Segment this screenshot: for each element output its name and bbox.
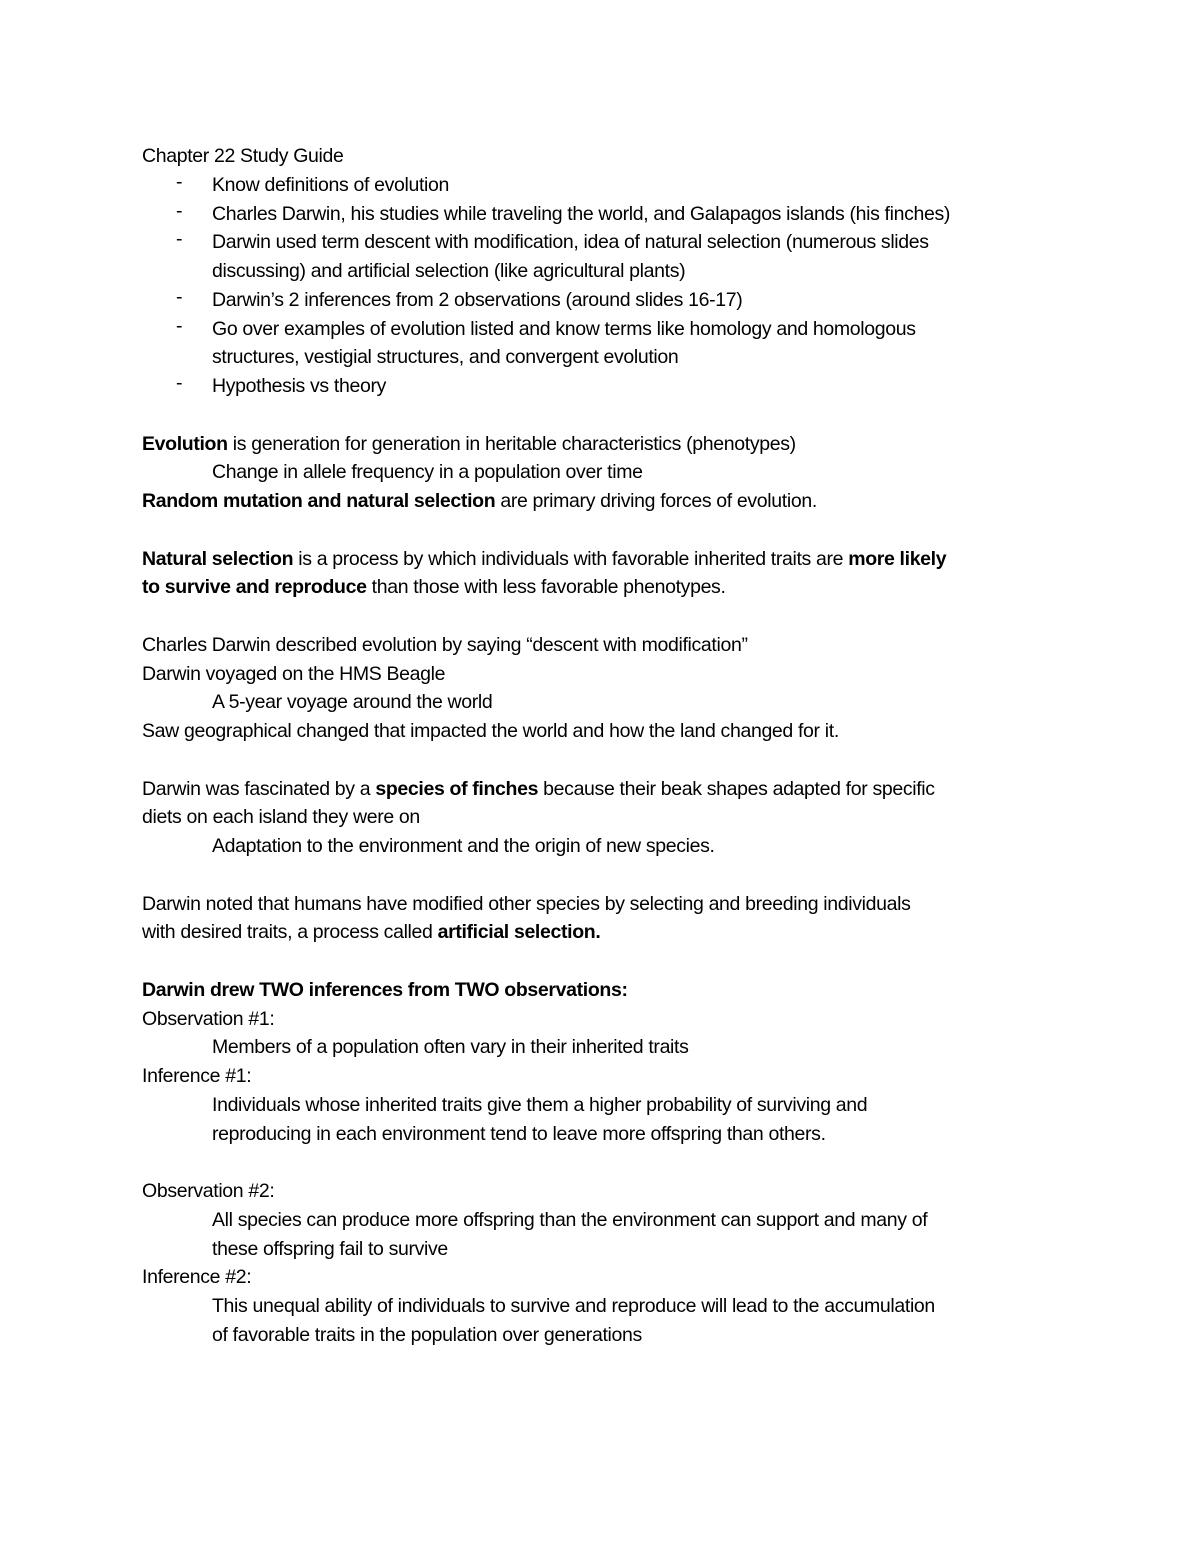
spacer (142, 401, 1077, 430)
inferences-heading: Darwin drew TWO inferences from TWO observations: (142, 978, 628, 1001)
bullet-text-continued: discussing) and artificial selection (like agricultural plants) (212, 260, 686, 282)
observation-1-label: Observation #1: (142, 1007, 275, 1030)
inference-1-label: Inference #1: (142, 1065, 252, 1087)
observation-2-text: these offspring fail to survive (212, 1237, 448, 1260)
darwin-sub-line: A 5-year voyage around the world (212, 691, 493, 714)
bullet-item (142, 171, 1077, 200)
spacer (142, 516, 1077, 545)
bullet-text-continued: structures, vestigial structures, and convergent evolution (212, 346, 679, 369)
emphasis-survive-reproduce: to survive and reproduce (142, 576, 367, 599)
bullet-text: Darwin’s 2 inferences from 2 observations (around slides 16-17) (212, 288, 743, 311)
spacer (142, 746, 1077, 775)
emphasis-more-likely: more likely (848, 547, 947, 570)
definition-text: are primary driving forces of evolution. (495, 490, 817, 512)
definition-text: than those with less favorable phenotypes. (366, 576, 726, 599)
finches-sub-line: Adaptation to the environment and the origin of new species. (212, 835, 715, 857)
inference-1-text: reproducing in each environment tend to leave more offspring than others. (212, 1122, 826, 1145)
bullet-text: Hypothesis vs theory (212, 375, 386, 397)
bullet-item (142, 286, 1077, 315)
bullet-item (142, 315, 1077, 373)
definition-text: is a process by which individuals with favorable inherited traits are (293, 547, 849, 570)
term-evolution: Evolution (142, 432, 228, 455)
inference-2-text: of favorable traits in the population over generations (212, 1323, 642, 1346)
inference-1-text: Individuals whose inherited traits give them a higher probability of surviving and (212, 1093, 868, 1116)
darwin-line: Darwin voyaged on the HMS Beagle (142, 662, 446, 685)
finches-paragraph (142, 775, 1077, 804)
document-body (142, 142, 1077, 1350)
observation-1-text: Members of a population often vary in their inherited traits (212, 1036, 689, 1059)
term-random-mutation: Random mutation and natural selection (142, 490, 496, 512)
paragraph-text: with desired traits, a process called (142, 921, 438, 944)
observation-2-text: All species can produce more offspring than the environment can support and many of (212, 1208, 928, 1231)
driving-forces (142, 487, 1077, 516)
natural-selection-definition-continued (142, 573, 1077, 602)
bullet-dash: - (176, 314, 183, 337)
spacer (142, 861, 1077, 890)
bullet-dash: - (176, 228, 183, 251)
finches-paragraph-continued: diets on each island they were on (142, 806, 420, 829)
bullet-dash: - (176, 285, 183, 308)
bullet-item (142, 372, 1077, 401)
definition-text: is generation for generation in heritable characteristics (phenotypes) (227, 432, 796, 455)
inference-2-text: This unequal ability of individuals to survive and reproduce will lead to the accumulation (212, 1295, 935, 1317)
evolution-sub-definition: Change in allele frequency in a population over time (212, 461, 643, 484)
bullet-text: Darwin used term descent with modification, idea of natural selection (numerous slides (212, 231, 929, 254)
bullet-text: Know definitions of evolution (212, 173, 450, 196)
document-title: Chapter 22 Study Guide (142, 145, 344, 167)
bullet-dash: - (176, 372, 183, 394)
darwin-line: Charles Darwin described evolution by saying “descent with modification” (142, 633, 748, 656)
bullet-text: Go over examples of evolution listed and know terms like homology and homologous (212, 317, 916, 340)
darwin-line: Saw geographical changed that impacted the world and how the land changed for it. (142, 720, 839, 742)
artificial-selection-paragraph: Darwin noted that humans have modified other species by selecting and breeding individuals (142, 892, 911, 915)
term-species-of-finches: species of finches (375, 777, 539, 800)
bullet-dash: - (176, 199, 183, 222)
term-artificial-selection: artificial selection. (437, 921, 601, 944)
bullet-item (142, 228, 1077, 286)
bullet-item (142, 200, 1077, 229)
spacer (142, 602, 1077, 631)
evolution-definition (142, 430, 1077, 459)
natural-selection-definition (142, 545, 1077, 574)
spacer (142, 947, 1077, 976)
term-natural-selection: Natural selection (142, 547, 294, 570)
bullet-text: Charles Darwin, his studies while traveling the world, and Galapagos islands (his finches) (212, 202, 951, 225)
spacer (142, 1148, 1077, 1177)
inference-2-label: Inference #2: (142, 1266, 252, 1289)
paragraph-text: because their beak shapes adapted for specific (538, 777, 935, 800)
observation-2-label: Observation #2: (142, 1180, 275, 1202)
artificial-selection-paragraph-continued (142, 918, 1077, 947)
paragraph-text: Darwin was fascinated by a (142, 777, 376, 800)
bullet-dash: - (176, 170, 183, 193)
